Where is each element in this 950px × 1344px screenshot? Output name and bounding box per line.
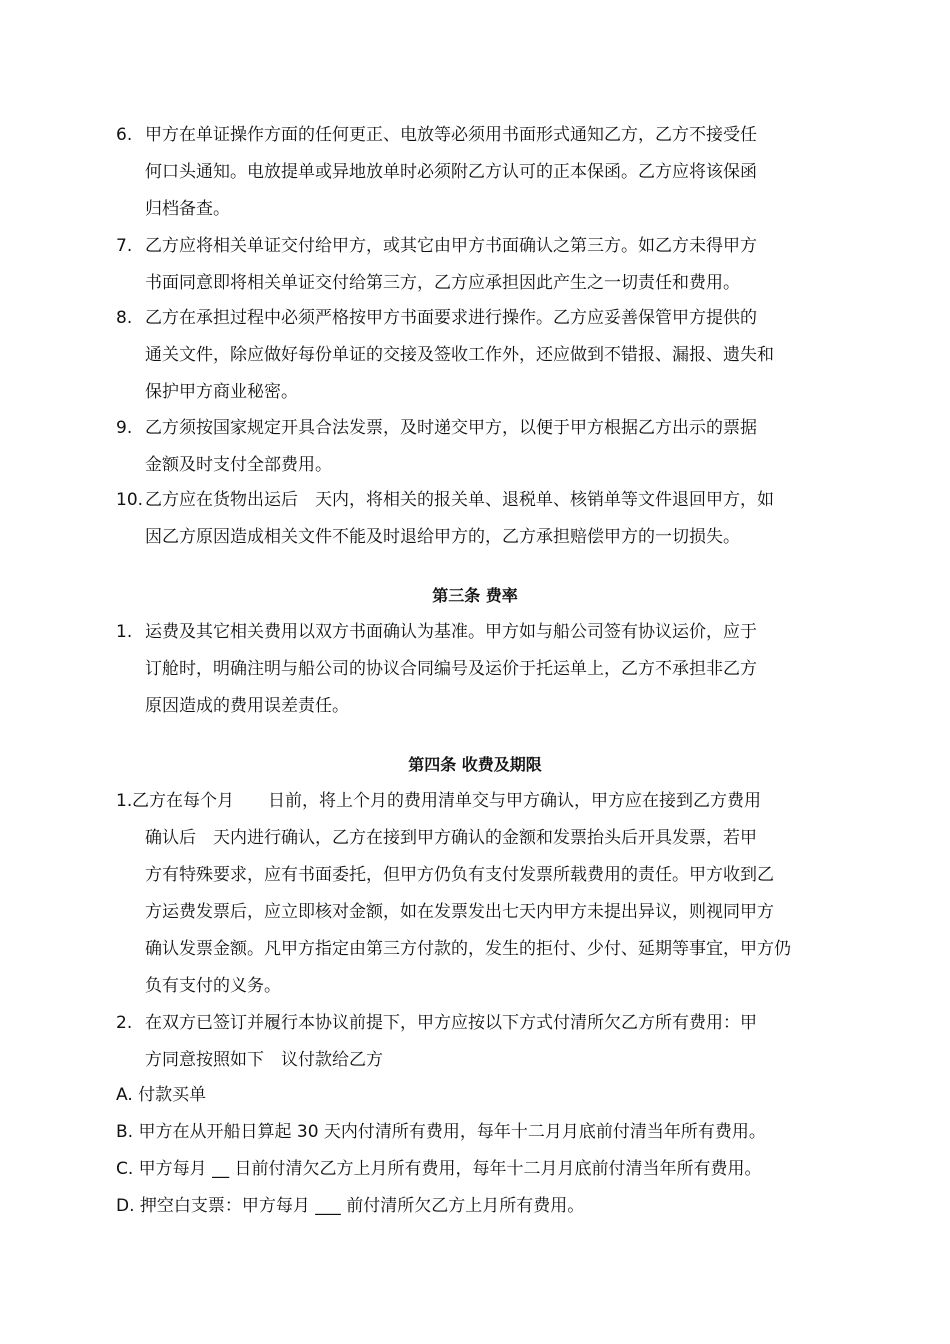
- clause-line: 确认发票金额。凡甲方指定由第三方付款的，发生的拒付、少付、延期等事宜，甲方仍: [145, 939, 791, 959]
- clause-line: 在双方已签订并履行本协议前提下，甲方应按以下方式付清所欠乙方所有费用：甲: [145, 1013, 757, 1033]
- clause-line: 何口头通知。电放提单或异地放单时必须附乙方认可的正本保函。乙方应将该保函: [145, 162, 757, 182]
- clause-number: 10.: [116, 490, 144, 510]
- clause-line: 甲方在单证操作方面的任何更正、电放等必须用书面形式通知乙方，乙方不接受任: [145, 125, 757, 145]
- clause-line: 确认后 天内进行确认，乙方在接到甲方确认的金额和发票抬头后开具发票，若甲: [145, 828, 757, 848]
- clause-number: 9.: [116, 418, 133, 438]
- clause-line: 通关文件，除应做好每份单证的交接及签收工作外，还应做到不错报、漏报、遗失和: [145, 345, 774, 365]
- clause-line: 乙方在承担过程中必须严格按甲方书面要求进行操作。乙方应妥善保管甲方提供的: [145, 308, 757, 328]
- clause-line: 乙方须按国家规定开具合法发票，及时递交甲方，以便于甲方根据乙方出示的票据: [145, 418, 757, 438]
- clause-line: 乙方应将相关单证交付给甲方，或其它由甲方书面确认之第三方。如乙方未得甲方: [145, 236, 757, 256]
- clause-line: 因乙方原因造成相关文件不能及时退给甲方的，乙方承担赔偿甲方的一切损失。: [145, 527, 740, 547]
- clause-line: 运费及其它相关费用以双方书面确认为基准。甲方如与船公司签有协议运价，应于: [145, 622, 757, 642]
- clause-line: 负有支付的义务。: [145, 976, 281, 996]
- clause-line: 金额及时支付全部费用。: [145, 455, 332, 475]
- clause-number: 6.: [116, 125, 133, 145]
- clause-line: 方运费发票后，应立即核对金额，如在发票发出七天内甲方未提出异议，则视同甲方: [145, 902, 774, 922]
- clause-number: 1.: [116, 791, 133, 811]
- payment-option-d: D. 押空白支票：甲方每月 ___ 前付清所欠乙方上月所有费用。: [116, 1196, 585, 1216]
- clause-line: 方同意按照如下 议付款给乙方: [145, 1050, 383, 1070]
- section-heading-charges: 第四条 收费及期限: [408, 755, 542, 774]
- clause-line: 方有特殊要求，应有书面委托，但甲方仍负有支付发票所载费用的责任。甲方收到乙: [145, 865, 774, 885]
- clause-number: 8.: [116, 308, 133, 328]
- section-heading-fees: 第三条 费率: [432, 586, 518, 605]
- clause-line: 书面同意即将相关单证交付给第三方，乙方应承担因此产生之一切责任和费用。: [145, 273, 740, 293]
- clause-line: 乙方在每个月 日前，将上个月的费用清单交与甲方确认，甲方应在接到乙方费用: [132, 791, 761, 811]
- clause-line: 乙方应在货物出运后 天内，将相关的报关单、退税单、核销单等文件退回甲方，如: [145, 490, 774, 510]
- clause-line: 原因造成的费用误差责任。: [145, 696, 349, 716]
- payment-option-a: A. 付款买单: [116, 1085, 207, 1105]
- payment-option-b: B. 甲方在从开船日算起 30 天内付清所有费用，每年十二月月底前付清当年所有费用。: [116, 1122, 766, 1142]
- clause-line: 保护甲方商业秘密。: [145, 382, 298, 402]
- clause-number: 7.: [116, 236, 133, 256]
- payment-option-c: C. 甲方每月 __ 日前付清欠乙方上月所有费用，每年十二月月底前付清当年所有费用。: [116, 1159, 762, 1179]
- clause-number: 2.: [116, 1013, 133, 1033]
- clause-number: 1.: [116, 622, 133, 642]
- clause-line: 订舱时，明确注明与船公司的协议合同编号及运价于托运单上，乙方不承担非乙方: [145, 659, 757, 679]
- clause-line: 归档备查。: [145, 199, 230, 219]
